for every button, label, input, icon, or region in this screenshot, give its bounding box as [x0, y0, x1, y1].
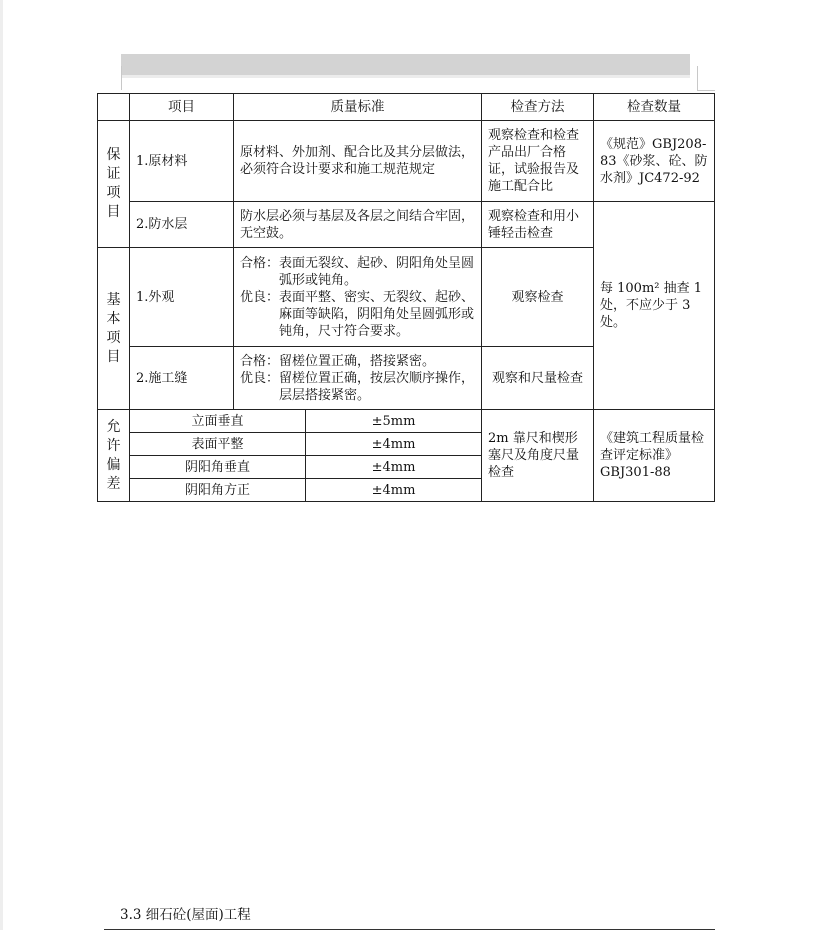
section-title: 3.3 细石砼(屋面)工程 — [120, 907, 251, 923]
standard-line-pass: 合格： 表面无裂纹、起砂、阴阳角处呈圆弧形或钝角。 — [240, 255, 475, 288]
row-standard: 防水层必须与基层及各层之间结合牢固，无空鼓。 — [234, 202, 482, 248]
row-item: 2.防水层 — [130, 202, 234, 248]
standard-line-pass: 合格： 留槎位置正确，搭接紧密。 — [240, 353, 436, 369]
crop-mark-left — [121, 66, 122, 90]
tolerance-value: ±5mm — [306, 410, 482, 433]
quality-inspection-table — [97, 93, 715, 502]
page-header-band — [121, 54, 690, 75]
tolerance-method: 2m 靠尺和楔形塞尺及角度尺量检查 — [482, 410, 594, 502]
crop-mark-right — [697, 66, 698, 90]
header-corner — [98, 94, 130, 121]
standard-line-excellent: 优良： 表面平整、密实、无裂纹、起砂、麻面等缺陷，阴阳角处呈圆弧形或钝角，尺寸符合要求。 — [240, 289, 475, 339]
table-row — [98, 410, 715, 433]
row-method: 观察检查 — [482, 248, 594, 347]
tolerance-item: 表面平整 — [130, 433, 306, 456]
page-left-edge — [0, 0, 3, 930]
row-method: 观察检查和检查产品出厂合格证，试验报告及施工配合比 — [482, 121, 594, 202]
row-item: 2.施工缝 — [130, 347, 234, 410]
tolerance-quantity: 《建筑工程质量检查评定标准》GBJ301-88 — [594, 410, 715, 502]
row-item: 1.原材料 — [130, 121, 234, 202]
row-standard — [234, 347, 482, 410]
standard-line-excellent: 优良： 留槎位置正确，按层次顺序操作，层层搭接紧密。 — [240, 370, 475, 403]
header-item: 项目 — [130, 94, 234, 121]
row-standard: 原材料、外加剂、配合比及其分层做法，必须符合设计要求和施工规范规定 — [234, 121, 482, 202]
table-row — [98, 121, 715, 202]
header-method: 检查方法 — [482, 94, 594, 121]
row-method: 观察检查和用小锤轻击检查 — [482, 202, 594, 248]
tolerance-value: ±4mm — [306, 433, 482, 456]
table-row — [98, 202, 715, 248]
tolerance-value: ±4mm — [306, 479, 482, 502]
tolerance-item: 阴阳角方正 — [130, 479, 306, 502]
group-label-tolerance: 允许偏差 — [98, 410, 130, 502]
header-quantity: 检查数量 — [594, 94, 715, 121]
row-item: 1.外观 — [130, 248, 234, 347]
table-header-row — [98, 94, 715, 121]
group-label-guarantee: 保证项目 — [98, 121, 130, 248]
row-method: 观察和尺量检查 — [482, 347, 594, 410]
tolerance-item: 立面垂直 — [130, 410, 306, 433]
row-quantity-shared: 每 100m² 抽查 1 处，不应少于 3 处。 — [594, 202, 715, 410]
group-label-basic: 基本项目 — [98, 248, 130, 410]
tolerance-value: ±4mm — [306, 456, 482, 479]
row-standard — [234, 248, 482, 347]
row-quantity: 《规范》GBJ208-83《砂浆、砼、防水剂》JC472-92 — [594, 121, 715, 202]
page-header-shadow — [121, 75, 690, 78]
header-standard: 质量标准 — [234, 94, 482, 121]
tolerance-item: 阴阳角垂直 — [130, 456, 306, 479]
crop-mark-right-tick — [697, 90, 715, 91]
